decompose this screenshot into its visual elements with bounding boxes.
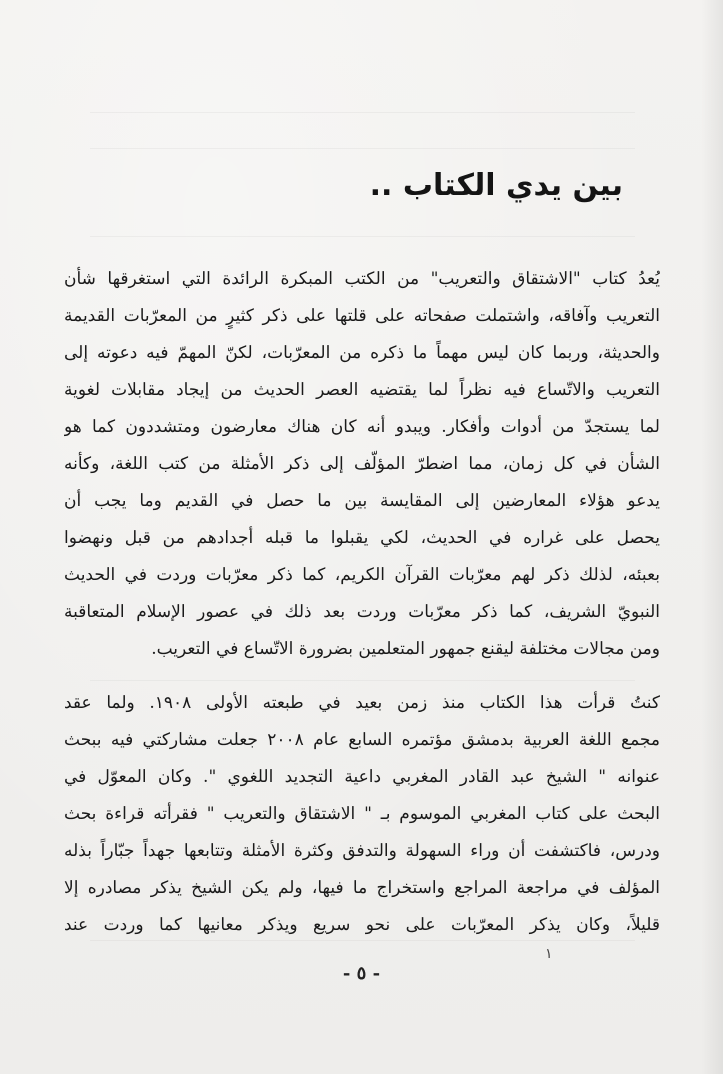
text-line: والحديثة، وربما كان ليس مهماً ما ذكره من المعرّبات، لكنّ المهمّ فيه دعوته إلى: [64, 343, 660, 363]
text-line: كنتُ قرأت هذا الكتاب منذ زمن بعيد في طبعته الأولى ١٩٠٨. ولما عقد: [64, 693, 660, 713]
text-line: ومن مجالات مختلفة ليقنع جمهور المتعلمين بضرورة الاتّساع في التعريب.: [151, 639, 660, 659]
paragraph-2: [64, 685, 660, 944]
body-text: [64, 261, 660, 944]
text-line: عنوانه " الشيخ عبد القادر المغربي داعية التجديد اللغوي ". وكان المعوّل في: [64, 767, 660, 787]
text-line: النبويّ الشريف، كما ذكر معرّبات وردت بعد ذلك في عصور الإسلام المتعاقبة: [64, 602, 660, 622]
paragraph-gap: [64, 668, 660, 685]
text-line: يحصل على غراره في الحديث، لكي يقبلوا ما قبله أجدادهم من قبل ونهضوا: [64, 528, 660, 548]
text-line: التعريب وآفاقه، واشتملت صفحاته على قلتها على ذكر كثيرٍ من المعرّبات القديمة: [64, 306, 660, 326]
text-line: يُعدُ كتاب "الاشتقاق والتعريب" من الكتب المبكرة الرائدة التي استغرقها شأن: [64, 269, 660, 289]
text-line: التعريب والاتّساع فيه نظراً لما يقتضيه العصر الحديث من إيجاد مقابلات لغوية: [64, 380, 660, 400]
text-line: يدعو هؤلاء المعارضين إلى المقايسة بين ما حصل في القديم وما يجب أن: [64, 491, 660, 511]
text-line: الشأن في كل زمان، مما اضطرّ المؤلّف إلى ذكر الأمثلة من كتب اللغة، وكأنه: [64, 454, 660, 474]
show-through-line: [90, 112, 635, 113]
text-line: قليلاً، وكان يذكر المعرّبات على نحو سريع ويذكر معانيها كما وردت عند: [64, 915, 660, 935]
page-heading: بين يدي الكتاب ..: [369, 168, 623, 203]
line-marker: ١: [545, 946, 553, 962]
text-line: لما يستجدّ من أدوات وأفكار. ويبدو أنه كان هناك معارضون ومتشددون كما هو: [64, 417, 660, 437]
page-number: - ٥ -: [342, 963, 381, 984]
show-through-line: [90, 236, 635, 237]
paragraph-1: [64, 261, 660, 668]
show-through-line: [90, 148, 635, 149]
text-line: البحث على كتاب المغربي الموسوم بـ " الاشتقاق والتعريب " فقرأته قراءة بحث: [64, 804, 660, 824]
text-line: ودرس، فاكتشفت أن وراء السهولة والتدفق وكثرة الأمثلة وتتابعها جهداً جبّاراً بذله: [64, 841, 660, 861]
text-line: مجمع اللغة العربية بدمشق مؤتمره السابع عام ٢٠٠٨ جعلت مشاركتي فيه ببحث: [64, 730, 660, 750]
text-line: المؤلف في مراجعة المراجع واستخراج ما فيها، ولم يكن الشيخ يذكر مصادره إلا: [64, 878, 660, 898]
text-line: بعبئه، لذلك ذكر لهم معرّبات القرآن الكريم، كما ذكر معرّبات وردت في الحديث: [64, 565, 660, 585]
